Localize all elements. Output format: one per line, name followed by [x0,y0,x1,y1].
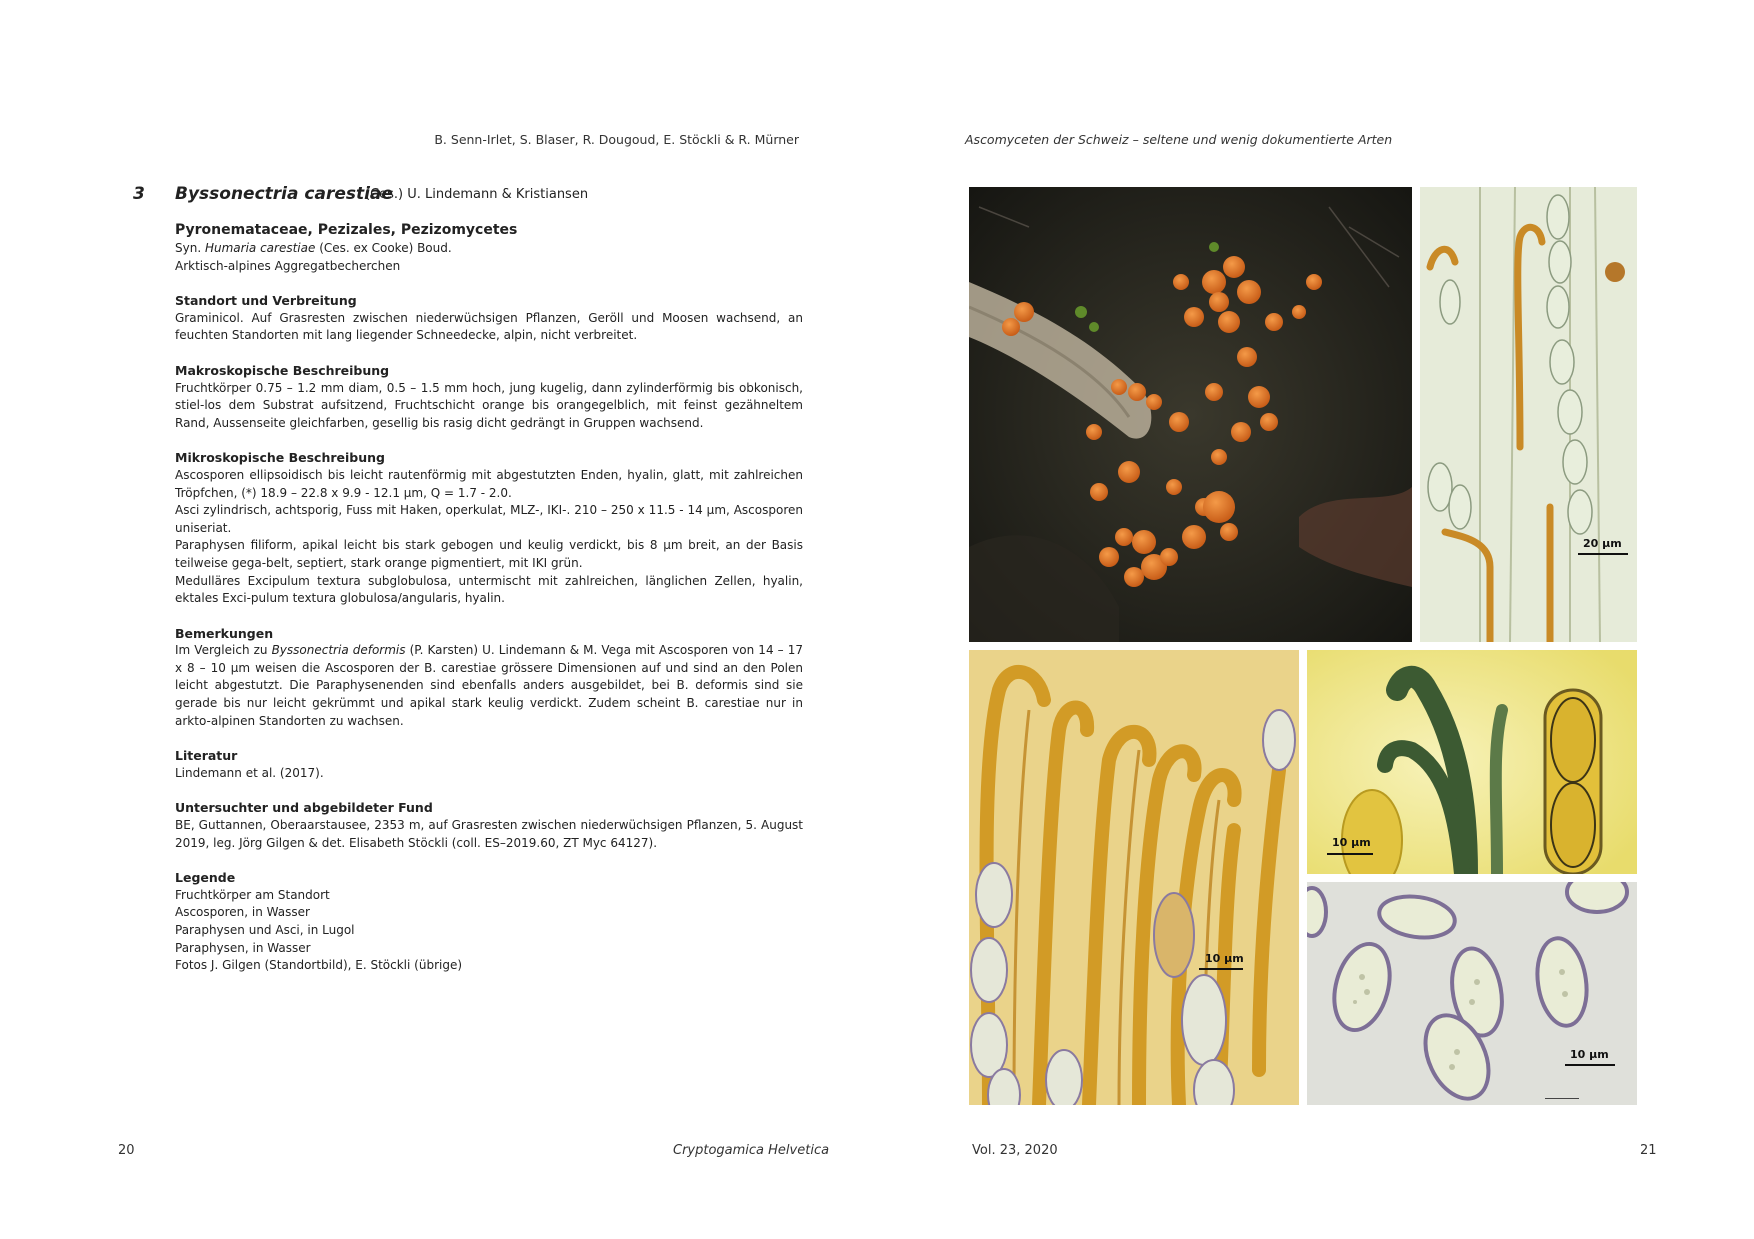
text-mikro-asci: Asci zylindrisch, achtsporig, Fuss mit Haken, operkulat, MLZ-, IKI-. 210 – 250 x 11.5 - 14 µm, Ascosporen uniseriat. [175,503,803,535]
photo-asci-paraphyses [1420,187,1637,642]
text-makro: Fruchtkörper 0.75 – 1.2 mm diam, 0.5 – 1.5 mm hoch, jung kugelig, dann zylinderförmig bis obkonisch, stiel-los dem Substrat aufsitzend, Fruchtschicht orange bis orangegelblich, mit feinst gezähneltem Rand, Aussenseite gleichfarben, gesellig bis rasig dicht gedrängt in Gruppen wachsend. [175,380,803,430]
synonym-name: Humaria carestiae [204,241,316,255]
text-standort: Graminicol. Auf Grasresten zwischen niederwüchsigen Pflanzen, Geröll und Moosen wachsend, an feuchten Standorten mit lang liegender Schneedecke, alpin, nicht verbreitet. [175,310,803,343]
scale-label-b: 20 µm [1583,537,1622,550]
photo-paraphyses-water [1307,650,1637,874]
photo-fruitbodies-habitat [969,187,1412,642]
heading-mikro: Mikroskopische Beschreibung [175,450,385,466]
species-author: (Ces.) U. Lindemann & Kristiansen [365,187,589,202]
legende-item: Paraphysen, in Wasser [175,940,311,955]
heading-literatur: Literatur [175,748,238,764]
species-text [175,240,803,975]
text-mikro-excipulum: Medulläres Excipulum textura subglobulosa, untermischt mit zahlreichen, länglichen Zellen, hyalin, ektales Exci-pulum textura globulosa/angularis, hyalin. [175,573,803,606]
scale-label-c: 10 µm [1205,952,1244,965]
journal-title: Cryptogamica Helvetica [673,1143,830,1158]
text-mikro-paraphysen: Paraphysen filiform, apikal leicht bis stark gebogen und keulig verdickt, bis 8 µm breit, an der Basis teilweise gega-belt, septiert, stark orange pigmentiert, mit IKI grün. [175,538,803,570]
photo-paraphyses-lugol [969,650,1299,1105]
photo-ascospores-water [1307,882,1637,1105]
text-mikro-ascosporen: Ascosporen ellipsoidisch bis leicht rautenförmig mit abgestutzten Enden, hyalin, glatt, mit zahlreichen Tröpfchen, (*) 18.9 – 22.8 x 9.9 - 12.1 µm, Q = 1.7 - 2.0. [175,467,803,500]
text-literatur: Lindemann et al. (2017). [175,765,324,780]
text-bemerkungen [175,642,803,730]
legende-item: Fotos J. Gilgen (Standortbild), E. Stöckli (übrige) [175,958,463,973]
species-name: Byssonectria carestiae [175,184,393,204]
bemerkungen-part2: (P. Karsten) U. Lindemann & M. Vega mit Ascosporen von 14 – 17 x 8 – 10 µm weisen die Ascosporen der B. carestiae grössere Dimensionen auf und sind an den Polen leicht abgestutzt. Die Paraphysenenden sind ebenfalls anders ausgebildet, bei B. deformis sind sie gerade bis nur leicht gekrümmt und apikal stark keulig verdickt. Zudem scheint B. carestiae nur in arkto-alpinen Standorten zu wachsen. [175,643,803,728]
text-fund: BE, Guttannen, Oberaarstausee, 2353 m, auf Grasresten zwischen niederwüchsigen Pflanzen, 5. August 2019, leg. Jörg Gilgen & det. Elisabeth Stöckli (coll. ES–2019.60, ZT Myc 64127). [175,818,803,850]
legende-item: Paraphysen und Asci, in Lugol [175,923,355,937]
legende-item: Fruchtkörper am Standort [175,887,330,902]
heading-bemerkungen: Bemerkungen [175,625,274,641]
page-number-left: 20 [118,1143,135,1158]
bemerkungen-part1: Im Vergleich zu [175,643,268,658]
heading-legende: Legende [175,870,236,886]
synonym-prefix: Syn. [175,241,202,255]
synonym-author: (Ces. ex Cooke) Boud. [319,241,452,255]
running-head-authors: B. Senn-Irlet, S. Blaser, R. Dougoud, E. Stöckli & R. Mürner [434,132,799,147]
legende-item: Ascosporen, in Wasser [175,905,310,920]
heading-fund: Untersuchter und abgebildeter Fund [175,800,433,816]
volume-info: Vol. 23, 2020 [972,1143,1058,1158]
species-family: Pyronemataceae, Pezizales, Pezizomycetes [175,222,518,238]
common-name: Arktisch-alpines Aggregatbecherchen [175,258,401,273]
running-head-title: Ascomyceten der Schweiz – seltene und wenig dokumentierte Arten [965,132,1393,147]
scale-label-d: 10 µm [1332,836,1371,849]
heading-makro: Makroskopische Beschreibung [175,362,390,378]
species-number: 3 [133,184,145,204]
heading-standort: Standort und Verbreitung [175,293,357,309]
page-number-right: 21 [1640,1143,1657,1158]
synonym-line [175,240,803,258]
scale-label-e: 10 µm [1570,1048,1609,1061]
bemerkungen-species: Byssonectria deformis [271,643,406,658]
